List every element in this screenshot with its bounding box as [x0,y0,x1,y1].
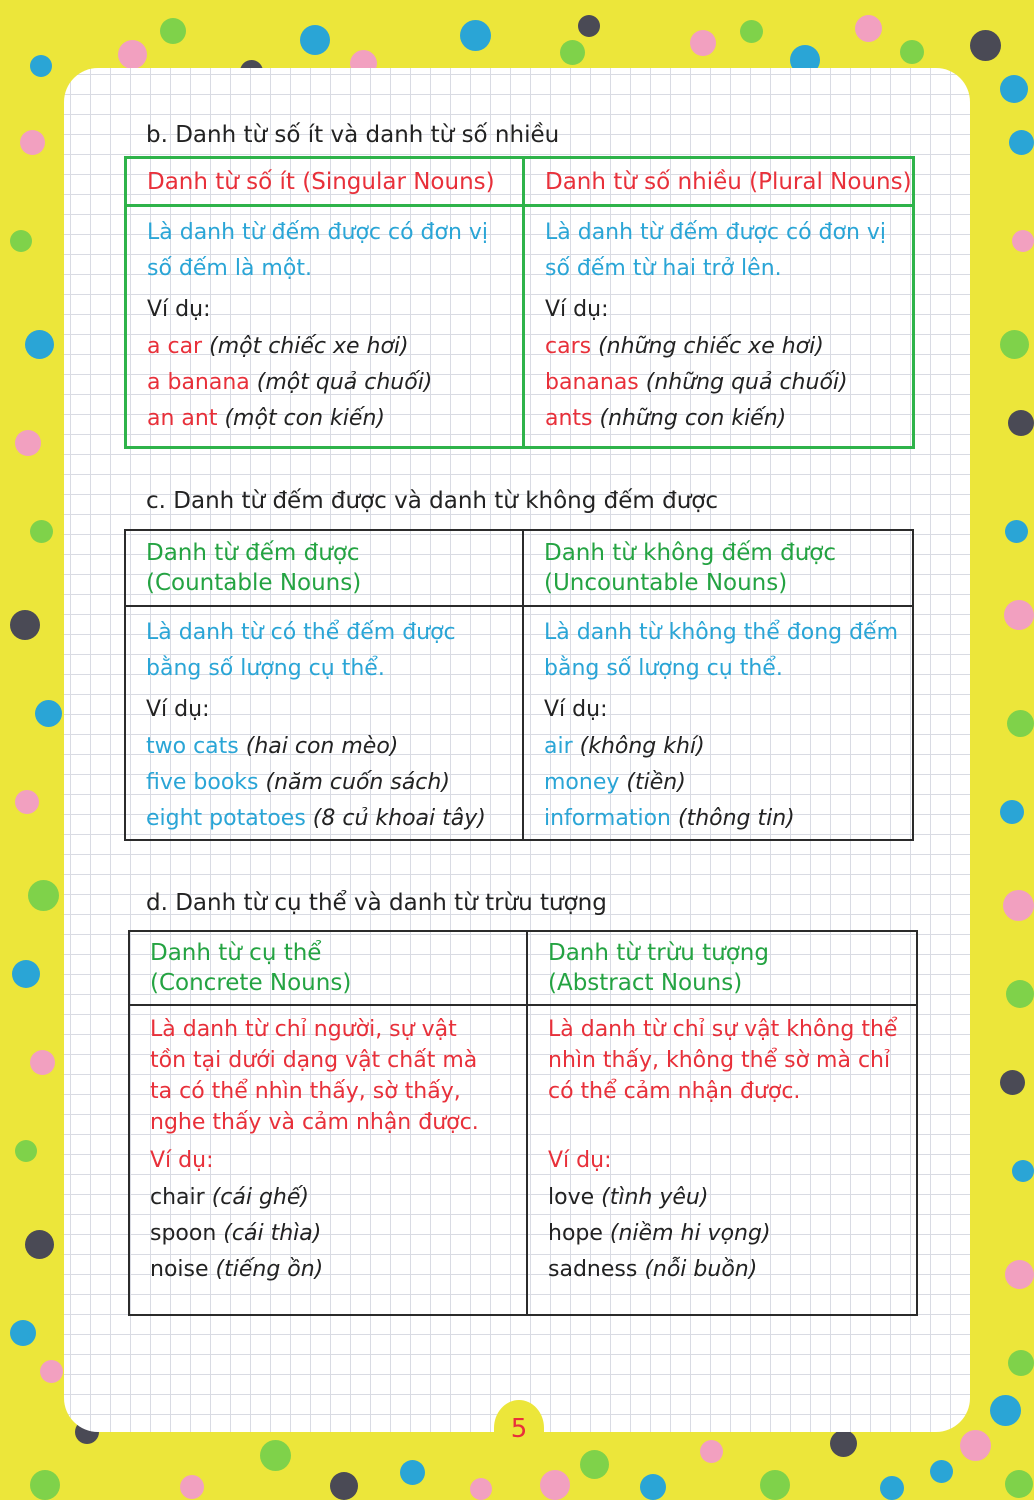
concrete-header: Danh từ cụ thể (Concrete Nouns) [150,940,352,996]
polka-dot [30,520,53,543]
polka-dot [30,1470,60,1500]
polka-dot [180,1475,204,1499]
polka-dot [118,40,147,69]
polka-dot [970,30,1001,61]
polka-dot [160,18,186,44]
polka-dot [880,1476,904,1500]
polka-dot [10,1320,36,1346]
polka-dot [1000,800,1024,824]
uncountable-body-cell [523,606,913,840]
polka-dot [560,40,585,65]
singular-description: Là danh từ đếm được có đơn vị số đếm là một. [147,220,489,281]
polka-dot [1006,980,1034,1008]
polka-dot [25,330,54,359]
singular-header: Danh từ số ít (Singular Nouns) [147,168,495,195]
abstract-header-cell [527,931,917,1005]
polka-dot [35,700,62,727]
polka-dot [1004,600,1034,630]
section-c-title: c. Danh từ đếm được và danh từ không đếm được [146,488,719,514]
countable-header: Danh từ đếm được (Countable Nouns) [146,540,362,596]
example-item: two cats (hai con mèo) [146,734,399,759]
polka-dot [300,25,330,55]
plural-body-cell [524,206,914,448]
abstract-header: Danh từ trừu tượng (Abstract Nouns) [548,940,769,996]
polka-dot [40,1360,63,1383]
example-item: air (không khí) [544,734,705,759]
example-label: Ví dụ: [545,297,609,322]
example-label: Ví dụ: [146,697,210,722]
polka-dot [1000,75,1028,103]
polka-dot [260,1440,291,1471]
singular-plural-table [124,156,915,449]
polka-dot [1003,890,1034,921]
example-item: sadness (nỗi buồn) [548,1257,758,1282]
abstract-body-cell [527,1005,917,1315]
example-item: money (tiền) [544,770,686,795]
polka-dot [1012,230,1034,252]
singular-body-cell [126,206,524,448]
plural-header: Danh từ số nhiều (Plural Nouns) [545,168,912,195]
uncountable-description: Là danh từ không thể đong đếm bằng số lượng cụ thể. [544,620,899,681]
polka-dot [1005,1260,1034,1289]
example-label: Ví dụ: [544,697,608,722]
polka-dot [30,55,52,77]
polka-dot [760,1470,790,1500]
polka-dot [580,1450,609,1479]
uncountable-header: Danh từ không đếm được (Uncountable Nouns) [544,540,836,596]
example-label: Ví dụ: [150,1148,214,1173]
uncountable-header-cell [523,530,913,606]
concrete-description: Là danh từ chỉ người, sự vật tồn tại dưới dạng vật chất mà ta có thể nhìn thấy, sờ thấy, nghe thấy và cảm nhận được. [150,1017,479,1135]
page-number: 5 [494,1400,544,1456]
countable-uncountable-table [124,529,914,841]
countable-description: Là danh từ có thể đếm được bằng số lượng cụ thể. [146,620,456,681]
polka-dot [25,1230,54,1259]
polka-dot [400,1460,425,1485]
example-item: noise (tiếng ồn) [150,1257,324,1282]
countable-header-cell [125,530,523,606]
polka-dot [1012,1160,1034,1182]
polka-dot [1000,1070,1025,1095]
section-b-title: b. Danh từ số ít và danh từ số nhiều [146,122,560,148]
example-item: eight potatoes (8 củ khoai tây) [146,806,486,831]
polka-dot [15,430,41,456]
polka-dot [1009,130,1034,155]
example-item: ants (những con kiến) [545,406,787,431]
polka-dot [830,1430,857,1457]
polka-dot [740,20,763,43]
polka-dot [470,1478,492,1500]
example-item: bananas (những quả chuối) [545,370,848,395]
polka-dot [15,790,39,814]
example-item: chair (cái ghế) [150,1185,309,1210]
polka-dot [690,30,716,56]
abstract-description: Là danh từ chỉ sự vật không thể nhìn thấy, không thể sờ mà chỉ có thể cảm nhận được. [548,1017,898,1104]
section-d-title: d. Danh từ cụ thể và danh từ trừu tượng [146,890,607,916]
polka-dot [1007,710,1034,737]
countable-body-cell [125,606,523,840]
plural-description: Là danh từ đếm được có đơn vị số đếm từ hai trở lên. [545,220,887,281]
example-item: a banana (một quả chuối) [147,370,433,395]
polka-dot [900,40,924,64]
polka-dot [700,1440,723,1463]
singular-header-cell [126,158,524,206]
example-item: an ant (một con kiến) [147,406,385,431]
polka-dot [640,1474,666,1500]
polka-dot [330,1472,358,1500]
polka-dot [1005,1470,1033,1498]
polka-dot [20,130,45,155]
polka-dot [28,880,59,911]
polka-dot [10,230,32,252]
concrete-body-cell [129,1005,527,1315]
polka-dot [960,1430,991,1461]
example-item: five books (năm cuốn sách) [146,770,450,795]
polka-dot [10,610,40,640]
polka-dot [578,15,600,37]
polka-dot [1000,330,1029,359]
polka-dot [30,1050,55,1075]
polka-dot [540,1470,570,1500]
example-item: a car (một chiếc xe hơi) [147,334,409,359]
polka-dot [855,15,882,42]
example-label: Ví dụ: [147,297,211,322]
polka-dot [12,960,40,988]
example-item: love (tình yêu) [548,1185,709,1210]
polka-dot [1008,410,1034,436]
polka-dot [930,1460,953,1483]
polka-dot [1005,520,1028,543]
polka-dot [990,1395,1021,1426]
example-item: cars (những chiếc xe hơi) [545,334,824,359]
polka-dot [15,1140,37,1162]
polka-dot [1008,1350,1034,1376]
example-label: Ví dụ: [548,1148,612,1173]
concrete-header-cell [129,931,527,1005]
example-item: hope (niềm hi vọng) [548,1221,771,1246]
polka-dot [460,20,491,51]
plural-header-cell [524,158,914,206]
example-item: spoon (cái thìa) [150,1221,322,1246]
concrete-abstract-table [128,930,918,1316]
example-item: information (thông tin) [544,806,795,831]
